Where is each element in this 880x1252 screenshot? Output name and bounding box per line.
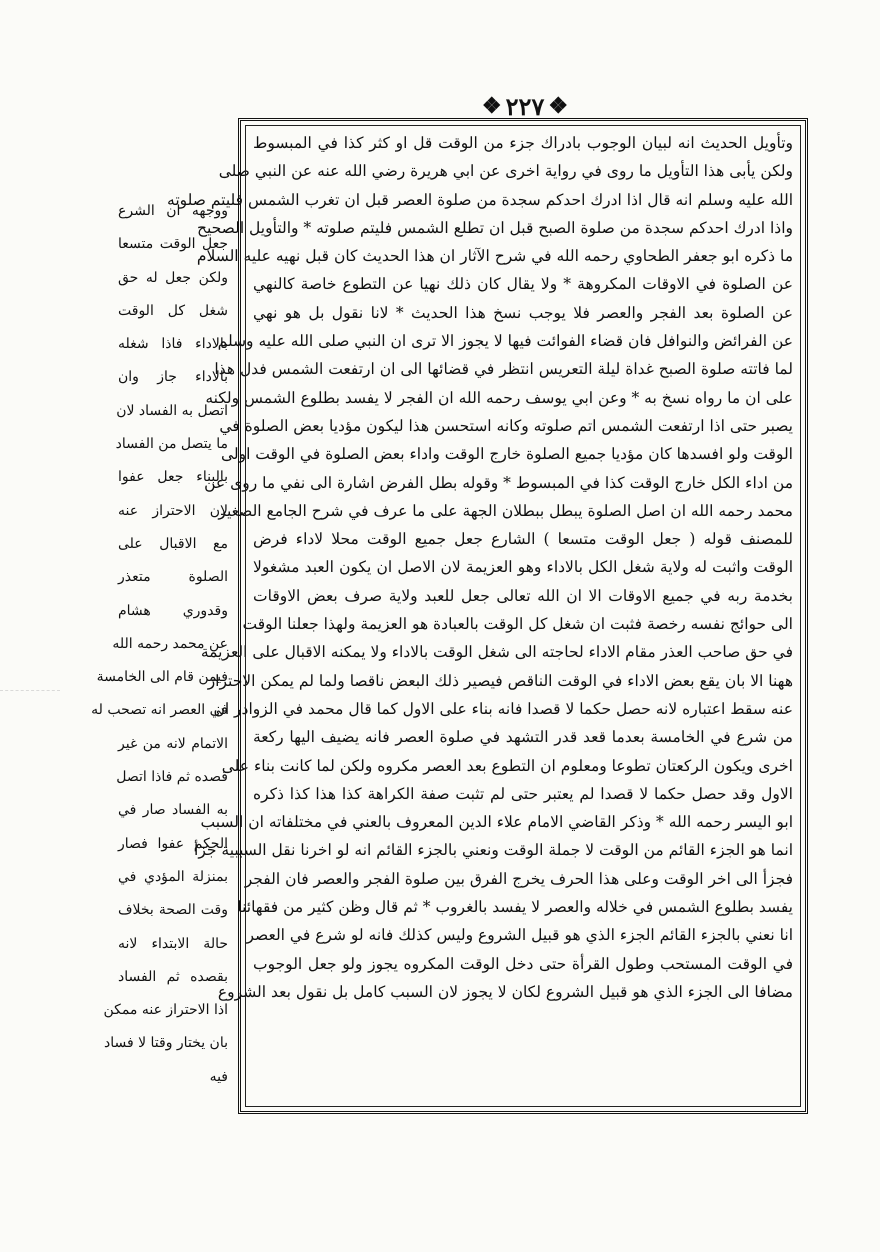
main-text-line: الوقت ولو افسدها كان مؤديا جميع الصلوة خارج الوقت واداء بعض الصلوة في الوقت اولى: [220, 445, 793, 464]
main-text-line: يفسد بطلوع الشمس في خلاله والعصر لا يفسد بالغروب * ثم قال وظن كثير من فقهائنا: [237, 898, 793, 917]
margin-text-line: بان يختار وقتا لا فساد: [103, 1035, 228, 1052]
main-text-line: الاول وقد حصل حكما لا قصدا لم يعتبر حتى لم تثبت صفة الكراهة كذا هذا كذا ذكره: [253, 784, 793, 803]
main-text-line: من شرع في الخامسة بعدما قعد قدر التشهد في صلوة العصر فانه يضيف اليها ركعة: [253, 728, 793, 747]
margin-text-line: بالبناء جعل عفوا: [118, 469, 228, 486]
margin-text-line: بمنزلة المؤدي في: [118, 868, 228, 885]
main-text-line: الى حوائج نفسه رخصة فثبت ان شغل كل الوقت بالعبادة هو العزيمة ولهذا جعلنا الوقت: [242, 615, 793, 634]
main-text-line: لما فاتته صلوة الصبح غداة ليلة التعريس انتظر في قضائها الى ان ارتفعت الشمس فدل هذا: [214, 360, 793, 379]
margin-text-line: اتصل به الفساد لان: [116, 402, 228, 419]
main-text-line: ما ذكره ابو جعفر الطحاوي رحمه الله في شرح الآثار ان هذا الحديث كان قبل نهيه عليه السلام: [196, 247, 793, 266]
margin-commentary: [91, 195, 228, 1094]
margin-text-line: الحكم عفوا فصار: [118, 835, 228, 852]
main-text-line: عن الفرائض والنوافل فان قضاء الفوائت فيها لا يجوز الا ترى ان النبي صلى الله عليه وسلم: [217, 332, 793, 351]
main-text-line: انا نعني بالجزء القائم الجزء الذي هو قبيل الشروع وليس كذلك فانه لو شرع في العصر: [246, 926, 793, 945]
margin-text-line: الصلوة متعذر: [118, 569, 228, 586]
main-text-line: وتأويل الحديث انه لبيان الوجوب بادراك جزء من الوقت قل او كثر كذا في المبسوط: [253, 134, 793, 152]
main-text-line: محمد رحمه الله ان اصل الصلوة يبطل ببطلان الجهة على ما عرف في شرح الجامع الصغير: [218, 501, 793, 520]
ornament-left-icon: ❖: [481, 93, 502, 119]
margin-text-line: مع الاقبال على: [118, 535, 228, 552]
main-text-line: مضافا الى الجزء الذي هو قبيل الشروع لكان لا يجوز لان السبب كامل بل نقول بعد الشروع: [217, 982, 793, 1001]
main-text-line: الوقت واثبت له ولاية شغل الكل بالاداء وهو العزيمة لان الاصل ان يكون العبد مشغولا: [253, 558, 793, 577]
main-text-line: ههنا الا بان يقع بعض الاداء في الوقت الناقص فيصير ذلك البعض ناقصا ولما لم يمكن الاحتراز: [207, 671, 793, 690]
main-text-line: في حق صاحب العذر مقام الاداء لحاجته الى شغل الوقت بالاداء ولا يمكنه الاقبال على العزيمة: [200, 643, 793, 662]
margin-text-line: ولكن جعل له حق: [118, 269, 228, 286]
ornament-right-icon: ❖: [548, 93, 569, 119]
main-text-line: ولكن يأبى هذا التأويل ما روى في رواية اخرى عن ابي هريرة رضي الله عنه عن النبي صلى: [218, 162, 793, 181]
margin-text-line: اذا الاحتراز عنه ممكن: [103, 1002, 228, 1019]
margin-text-line: قصده ثم فاذا اتصل: [116, 769, 228, 786]
margin-text-line: وقت الصحة بخلاف: [118, 902, 228, 919]
margin-text-line: به الفساد صار في: [118, 802, 228, 819]
main-text-line: اخرى ويكون الركعتان تطوعا ومعلوم ان التطوع بعد العصر مكروه ولكن لما كانت بناء على: [221, 756, 793, 775]
margin-text-line: ووجهه ان الشرع: [118, 203, 228, 219]
main-text-line: الله عليه وسلم انه قال اذا ادرك احدكم سجدة من صلوة العصر قبل ان تغرب الشمس فليتم صلوته: [167, 190, 793, 209]
margin-text-line: بالاداء فاذا شغله: [118, 336, 228, 353]
main-text-line: فجزأ الى اخر الوقت وعلى هذا الحرف يخرج الفرق بين صلوة الفجر والعصر فان الفجر: [244, 869, 793, 888]
main-text-line: يصبر حتى اذا ارتفعت الشمس اتم صلوته وكانه استحسن هذا ليكون مؤديا بعض الصلوة في: [219, 416, 793, 435]
main-text-line: للمصنف قوله ( جعل الوقت متسعا ) الشارع جعل جميع الوقت محلا لاداء فرض: [253, 530, 793, 549]
main-text-line: في الوقت المستحب وطول القرأة حتى دخل الوقت المكروه يجوز ولو جعل الوجوب: [253, 954, 793, 973]
main-text-line: عن الصلوة في الاوقات المكروهة * ولا يقال كان ذلك نهيا عن التطوع خاصة كالنهي: [253, 275, 793, 294]
page-smudge: [0, 690, 60, 721]
margin-text-line: حالة الابتداء لانه: [118, 935, 228, 952]
main-text-line: من اداء الكل خارج الوقت كذا في المبسوط * وقوله بطل الفرض اشارة الى نفي ما روى عن: [204, 473, 793, 492]
main-text-line: عن الصلوة بعد الفجر والعصر فلا يوجب نسخ هذا الحديث * لانا نقول بل هو نهي: [253, 303, 793, 322]
page-number: ٢٢٧: [505, 91, 545, 121]
main-text-line: ابو اليسر رحمه الله * وذكر القاضي الامام علاء الدين المعروف بالعني في مختلفاته ان السبب: [200, 813, 793, 832]
margin-text-line: لان الاحتراز عنه: [118, 502, 228, 519]
margin-text-line: شغل كل الوقت: [118, 302, 228, 319]
margin-text-line: بقصده ثم الفساد: [118, 968, 228, 985]
margin-text-line: فيه: [209, 1068, 228, 1085]
main-text-line: عنه سقط اعتباره لانه حصل حكما لا قصدا فانه بناء على الاول كما قال محمد في الزوادر ان: [213, 699, 793, 718]
main-text-line: انما هو الجزء القائم من الوقت لا جملة الوقت ونعني بالجزء القائم انه لو اخرنا نقل السببية جزأ: [194, 841, 793, 860]
margin-text-line: وقدوري هشام: [118, 602, 228, 619]
margin-text-line: بالاداء جاز وان: [118, 369, 228, 386]
margin-text-line: ما يتصل من الفساد: [115, 436, 228, 453]
margin-text-line: الاتمام لانه من غير: [118, 735, 228, 752]
margin-text-line: عن محمد رحمه الله: [112, 635, 228, 652]
margin-text-line: فيمن قام الى الخامسة: [96, 669, 228, 686]
main-text-line: على ان ما رواه نسخ به * وعن ابي يوسف رحمه الله ان الفجر لا يفسد بطلوع الشمس ولكنه: [205, 388, 793, 407]
margin-text-line: في العصر انه تصحب له: [91, 702, 228, 719]
main-text-line: بخدمة ربه في جميع الاوقات الا ان الله تعالى جعل للعبد ولاية صرف بعض الاوقات: [253, 586, 793, 605]
margin-text-line: جعل الوقت متسعا: [118, 236, 228, 253]
main-text-line: واذا ادرك احدكم سجدة من صلوة الصبح قبل ان تطلع الشمس فليتم صلوته * والتأويل الصحيح: [196, 218, 793, 237]
